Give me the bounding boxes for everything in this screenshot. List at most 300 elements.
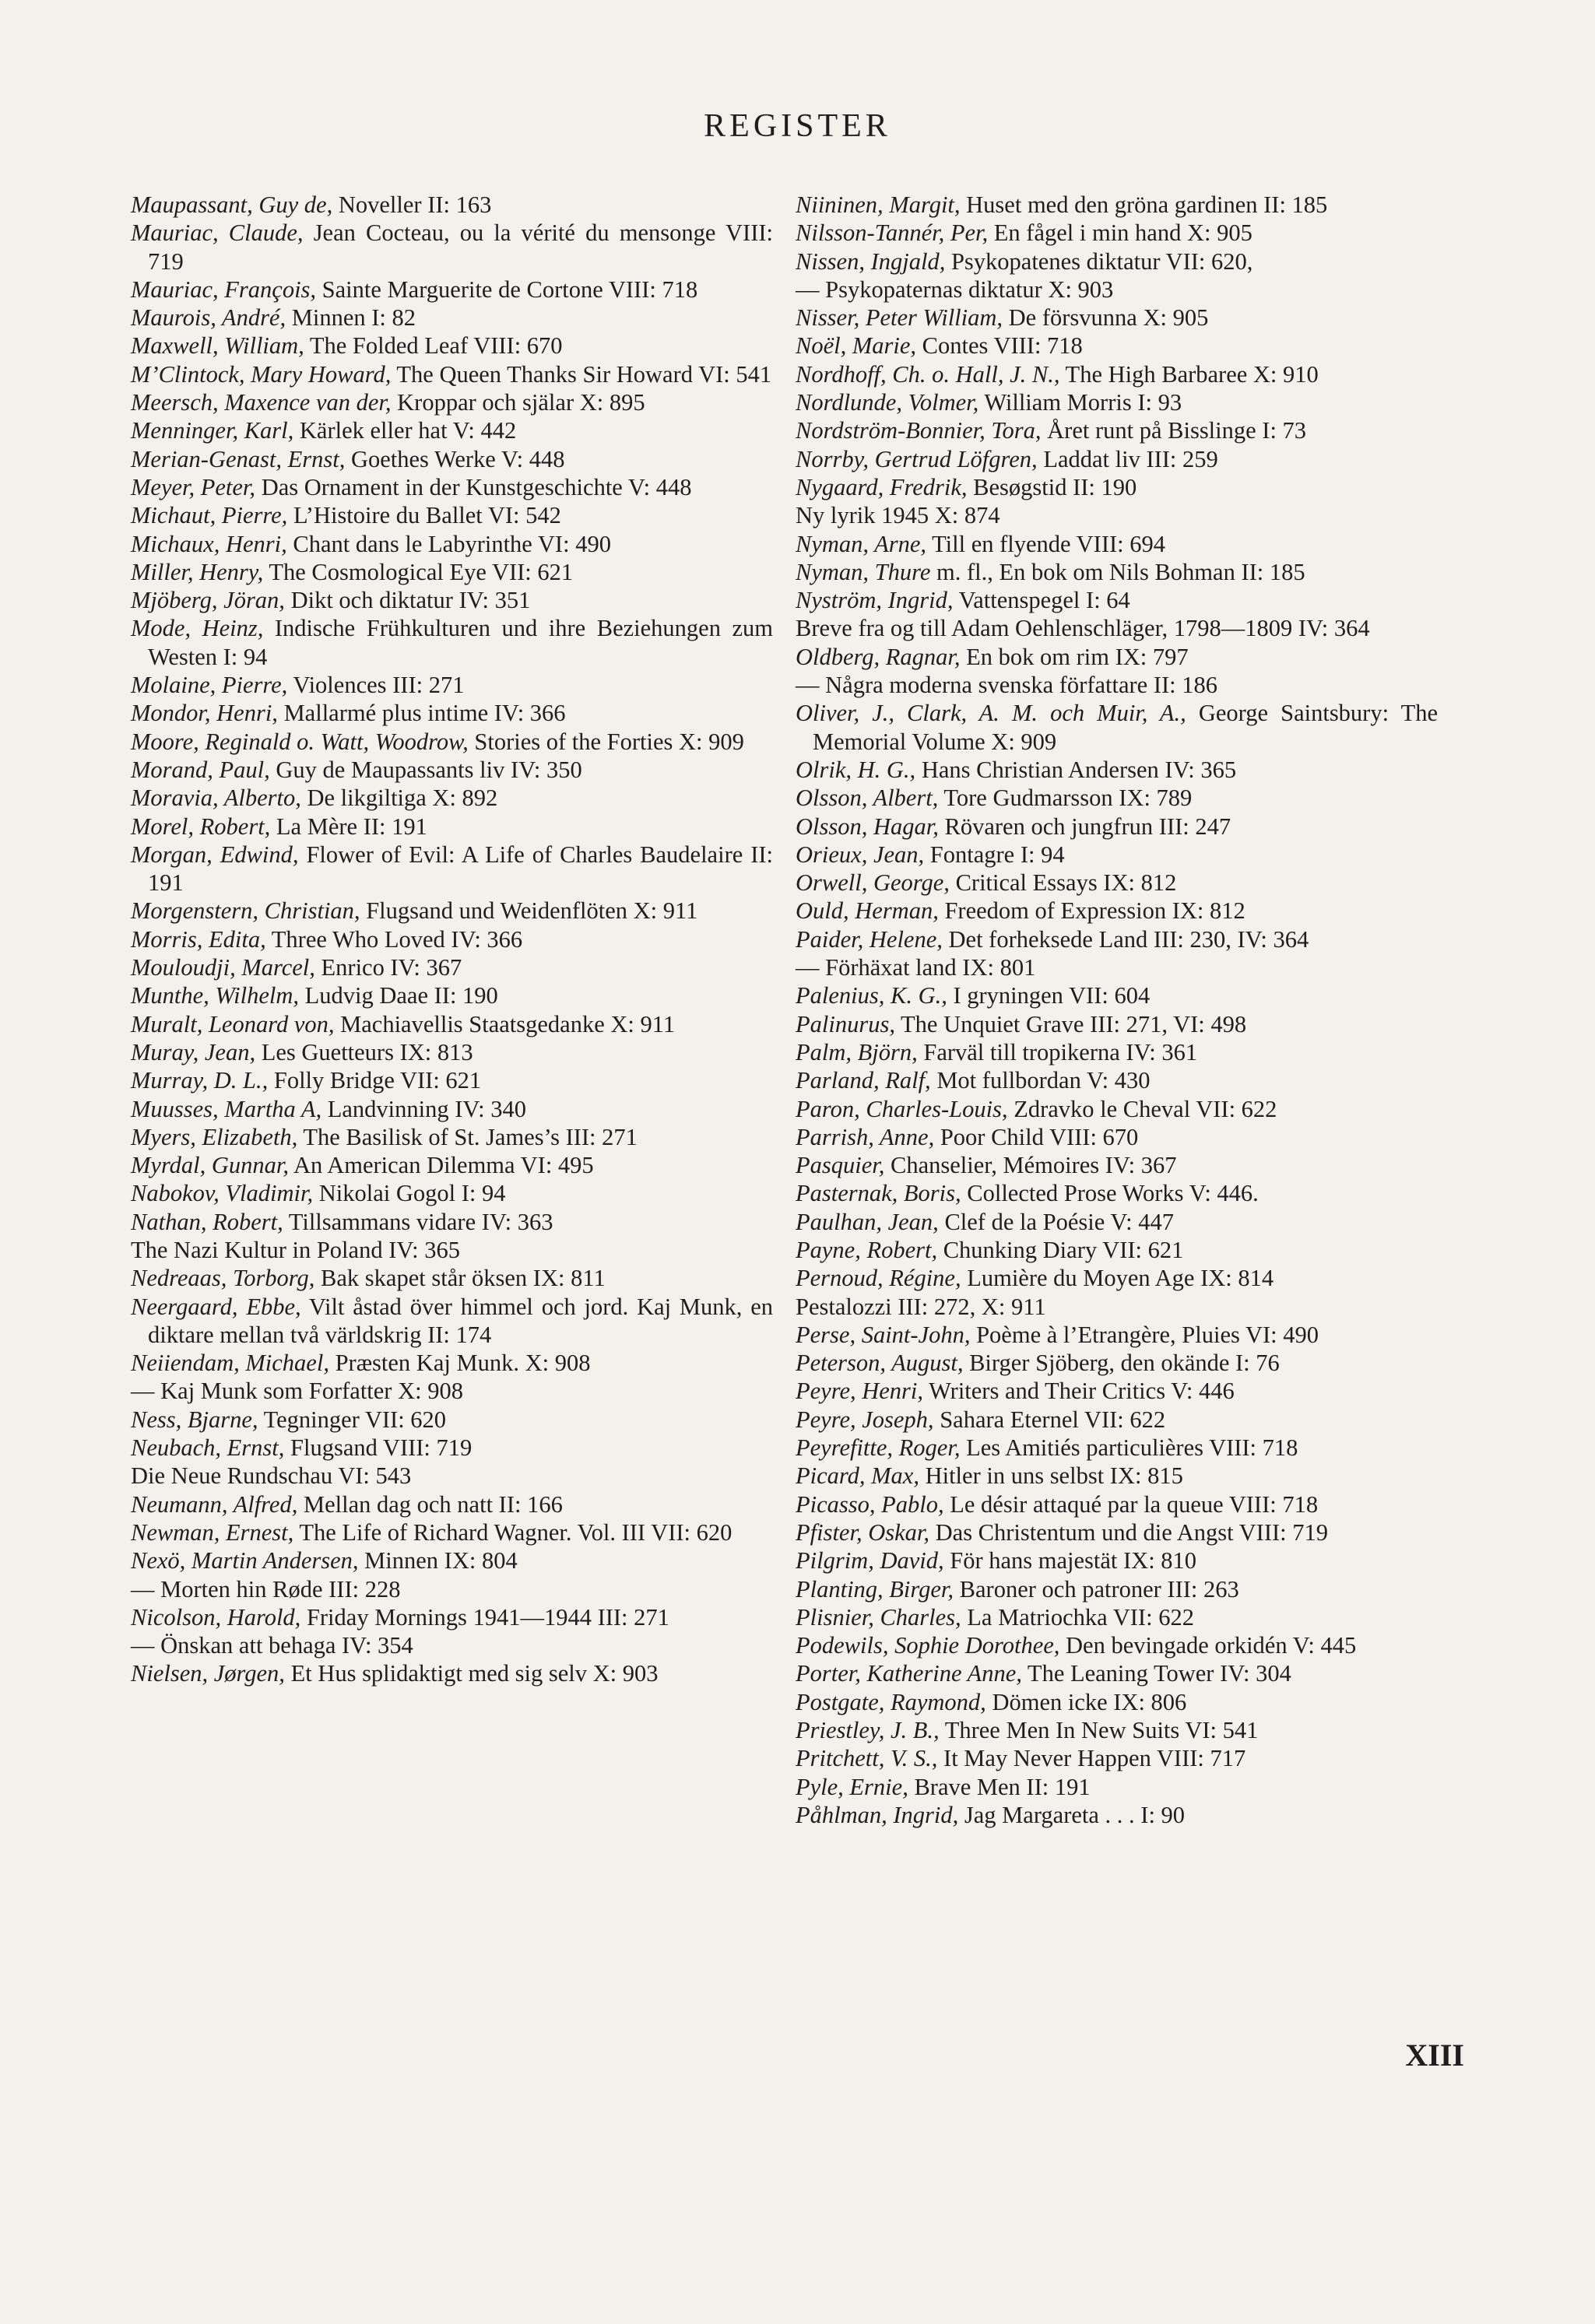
index-entry <box>131 473 773 501</box>
index-entry <box>131 501 773 529</box>
entry-author: Norrby, Gertrud Löfgren, <box>796 445 1038 472</box>
entry-title: Three Men In New Suits VI: 541 <box>939 1717 1259 1744</box>
entry-title: The Basilisk of St. James’s III: 271 <box>297 1123 638 1150</box>
entry-author: Mode, Heinz, <box>131 615 264 642</box>
entry-title: Landvinning IV: 340 <box>321 1095 527 1122</box>
entry-author: Morand, Paul, <box>131 756 270 783</box>
index-entry <box>131 276 773 304</box>
index-entry <box>131 925 773 953</box>
entry-title: Chanselier, Mémoires IV: 367 <box>884 1152 1177 1179</box>
entry-title: Tore Gudmarsson IX: 789 <box>938 785 1193 812</box>
index-entry <box>796 1066 1438 1094</box>
entry-author: Parrish, Anne, <box>796 1123 935 1150</box>
entry-author: Morris, Edita, <box>131 925 266 953</box>
entry-title: Bak skapet står öksen IX: 811 <box>314 1265 606 1292</box>
entry-title: Les Guetteurs IX: 813 <box>255 1038 473 1065</box>
entry-title: Pestalozzi III: 272, X: 911 <box>796 1293 1046 1320</box>
index-entry <box>796 276 1438 304</box>
index-entry <box>131 1546 773 1574</box>
entry-title: Stories of the Forties X: 909 <box>468 728 744 755</box>
entry-author: Pernoud, Régine, <box>796 1265 961 1292</box>
index-entry <box>131 332 773 360</box>
entry-title: Dömen icke IX: 806 <box>985 1688 1187 1715</box>
index-entry <box>796 869 1438 897</box>
index-entry <box>796 1490 1438 1518</box>
entry-title: Brave Men II: 191 <box>908 1773 1091 1800</box>
entry-author: Plisnier, Charles, <box>796 1603 961 1631</box>
entry-author: Muusses, Martha A, <box>131 1095 322 1122</box>
entry-author: Oldberg, Ragnar, <box>796 643 961 670</box>
index-entry <box>796 784 1438 812</box>
entry-author: Palm, Björn, <box>796 1038 918 1065</box>
index-entry <box>131 953 773 981</box>
index-entry <box>796 671 1438 699</box>
entry-author: Olsson, Hagar, <box>796 813 939 840</box>
entry-author: Pfister, Oskar, <box>796 1518 929 1546</box>
entry-title: Till en flyende VIII: 694 <box>926 530 1165 557</box>
entry-title: Dikt och diktatur IV: 351 <box>284 587 531 614</box>
entry-title: Huset med den gröna gardinen II: 185 <box>960 191 1328 218</box>
index-entry <box>796 614 1438 642</box>
entry-title: Ludvig Daae II: 190 <box>299 982 498 1009</box>
index-entry <box>131 416 773 444</box>
entry-title: En fågel i min hand X: 905 <box>988 219 1252 247</box>
entry-author: Nedreaas, Torborg, <box>131 1265 315 1292</box>
entry-title: Jean Cocteau, ou la vérité du mensonge VIII: 719 <box>148 219 773 275</box>
entry-author: Myrdal, Gunnar, <box>131 1152 290 1179</box>
entry-title: Tegninger VII: 620 <box>258 1406 447 1433</box>
entry-title: Chant dans le Labyrinthe VI: 490 <box>286 530 611 557</box>
entry-author: Ould, Herman, <box>796 897 939 925</box>
entry-author: Palinurus, <box>796 1010 895 1037</box>
entry-title: Et Hus splidaktigt med sig selv X: 903 <box>284 1660 659 1687</box>
index-entry <box>796 1293 1438 1321</box>
entry-author: Nordlunde, Volmer, <box>796 389 979 416</box>
entry-author: Nielsen, Jørgen, <box>131 1660 285 1687</box>
entry-author: Moore, Reginald o. Watt, Woodrow, <box>131 728 469 755</box>
entry-author: Maupassant, Guy de, <box>131 191 333 218</box>
index-entry <box>796 1462 1438 1490</box>
entry-author: Molaine, Pierre, <box>131 672 288 699</box>
entry-author: Porter, Katherine Anne, <box>796 1660 1022 1687</box>
entry-title: Violences III: 271 <box>287 672 465 699</box>
entry-title: De likgiltiga X: 892 <box>300 785 498 812</box>
index-entry <box>131 1603 773 1631</box>
entry-title: Fontagre I: 94 <box>924 841 1065 868</box>
index-entry <box>796 1688 1438 1716</box>
right-index-column <box>796 191 1438 1829</box>
index-entry <box>131 1236 773 1264</box>
index-entry <box>796 643 1438 671</box>
entry-author: Nexö, Martin Andersen, <box>131 1547 359 1574</box>
index-entry <box>131 1406 773 1434</box>
entry-author: Picard, Max, <box>796 1462 919 1490</box>
entry-author: Mouloudji, Marcel, <box>131 954 315 981</box>
entry-author: Peyre, Joseph, <box>796 1406 934 1433</box>
index-entry <box>796 1801 1438 1829</box>
entry-author: Paron, Charles-Louis, <box>796 1095 1008 1122</box>
entry-author: Nabokov, Vladimir, <box>131 1180 314 1207</box>
index-entry <box>131 1208 773 1236</box>
entry-author: Meyer, Peter, <box>131 473 256 500</box>
entry-author: Orieux, Jean, <box>796 841 925 868</box>
entry-author: Picasso, Pablo, <box>796 1490 944 1518</box>
index-entry <box>131 586 773 614</box>
index-entry <box>131 1462 773 1490</box>
entry-author: Newman, Ernest, <box>131 1518 294 1546</box>
index-entry <box>796 473 1438 501</box>
index-entry <box>796 1518 1438 1546</box>
index-entry <box>131 558 773 586</box>
index-entry <box>131 191 773 219</box>
entry-title: L’Histoire du Ballet VI: 542 <box>287 502 561 529</box>
entry-title: George Saintsbury: The Memorial Volume X: 909 <box>813 700 1438 755</box>
entry-title: Lumière du Moyen Age IX: 814 <box>961 1265 1274 1292</box>
entry-title: Das Christentum und die Angst VIII: 719 <box>929 1518 1328 1546</box>
entry-title: The Cosmological Eye VII: 621 <box>263 558 574 585</box>
entry-title: An American Dilemma VI: 495 <box>289 1152 594 1179</box>
entry-title: Vilt åstad över himmel och jord. Kaj Munk, en diktare mellan två världskrig II: 174 <box>148 1293 773 1348</box>
entry-title: Flower of Evil: A Life of Charles Baudelaire II: 191 <box>148 841 773 897</box>
index-entry <box>796 1236 1438 1264</box>
entry-author: Mauriac, François, <box>131 276 317 303</box>
entry-author: Nathan, Robert, <box>131 1208 283 1235</box>
entry-title: Enrico IV: 367 <box>314 954 462 981</box>
entry-title: Birger Sjöberg, den okände I: 76 <box>963 1350 1280 1377</box>
entry-title: Noveller II: 163 <box>332 191 492 218</box>
entry-title: The Queen Thanks Sir Howard VI: 541 <box>391 360 772 388</box>
entry-author: Moravia, Alberto, <box>131 785 301 812</box>
entry-title: För hans majestät IX: 810 <box>943 1547 1197 1574</box>
index-entry <box>131 1490 773 1518</box>
index-entry <box>796 925 1438 953</box>
entry-author: Olsson, Albert, <box>796 785 939 812</box>
entry-title: Freedom of Expression IX: 812 <box>938 897 1245 925</box>
entry-author: Pyle, Ernie, <box>796 1773 908 1800</box>
entry-author: Nissen, Ingjald, <box>796 247 946 275</box>
entry-title: — Psykopaternas diktatur X: 903 <box>796 276 1114 303</box>
entry-author: Meersch, Maxence van der, <box>131 389 392 416</box>
entry-author: Perse, Saint-John, <box>796 1321 971 1348</box>
entry-author: Nyman, Thure <box>796 558 931 585</box>
entry-author: Pasternak, Boris, <box>796 1180 961 1207</box>
entry-title: Kärlek eller hat V: 442 <box>293 417 517 444</box>
index-entry <box>131 1010 773 1038</box>
entry-author: Michaux, Henri, <box>131 530 287 557</box>
entry-title: m. fl., En bok om Nils Bohman II: 185 <box>930 558 1305 585</box>
index-entry <box>131 841 773 897</box>
index-entry <box>796 1434 1438 1462</box>
index-entry <box>131 1631 773 1659</box>
index-entry <box>131 360 773 388</box>
entry-author: Muralt, Leonard von, <box>131 1010 335 1037</box>
entry-author: Muray, Jean, <box>131 1038 256 1065</box>
entry-title: Zdravko le Cheval VII: 622 <box>1007 1095 1277 1122</box>
index-entry <box>796 699 1438 756</box>
entry-title: Goethes Werke V: 448 <box>345 445 565 472</box>
index-entry <box>131 1151 773 1179</box>
index-entry <box>131 1659 773 1687</box>
entry-author: Munthe, Wilhelm, <box>131 982 300 1009</box>
index-entry <box>796 1377 1438 1405</box>
index-entry <box>131 1179 773 1207</box>
entry-title: Guy de Maupassants liv IV: 350 <box>269 756 582 783</box>
entry-title: The Leaning Tower IV: 304 <box>1021 1660 1291 1687</box>
index-entry <box>796 1349 1438 1377</box>
entry-title: The High Barbaree X: 910 <box>1059 360 1319 388</box>
entry-title: En bok om rim IX: 797 <box>960 643 1189 670</box>
index-entry <box>796 1095 1438 1123</box>
entry-title: Collected Prose Works V: 446. <box>961 1180 1259 1207</box>
entry-author: Peterson, August, <box>796 1350 964 1377</box>
entry-author: Priestley, J. B., <box>796 1717 940 1744</box>
entry-title: La Mère II: 191 <box>270 813 427 840</box>
index-entry <box>796 1603 1438 1631</box>
index-entry <box>796 1546 1438 1574</box>
index-entry <box>796 1716 1438 1744</box>
entry-author: Nisser, Peter William, <box>796 304 1003 332</box>
index-entry <box>131 1293 773 1350</box>
entry-author: Nyman, Arne, <box>796 530 927 557</box>
entry-author: Mjöberg, Jöran, <box>131 587 285 614</box>
entry-author: Neiiendam, Michael, <box>131 1350 329 1377</box>
entry-author: Peyrefitte, Roger, <box>796 1434 961 1462</box>
index-entry <box>131 219 773 276</box>
entry-title: Rövaren och jungfrun III: 247 <box>938 813 1231 840</box>
entry-title: The Folded Leaf VIII: 670 <box>304 332 563 360</box>
index-entry <box>796 501 1438 529</box>
entry-author: Mondor, Henri, <box>131 700 278 727</box>
entry-title: Sahara Eternel VII: 622 <box>933 1406 1166 1433</box>
entry-title: Breve fra og till Adam Oehlenschläger, 1798—1809 IV: 364 <box>796 615 1370 642</box>
index-entry <box>131 1066 773 1094</box>
entry-title: Writers and Their Critics V: 446 <box>923 1378 1235 1405</box>
entry-title: Kroppar och själar X: 895 <box>391 389 645 416</box>
entry-author: Morel, Robert, <box>131 813 271 840</box>
entry-author: Paulhan, Jean, <box>796 1208 939 1235</box>
entry-title: Vattenspegel I: 64 <box>953 587 1130 614</box>
index-entry <box>796 1038 1438 1066</box>
index-entry <box>131 304 773 332</box>
index-entry <box>796 1208 1438 1236</box>
entry-title: Hitler in uns selbst IX: 815 <box>919 1462 1183 1490</box>
index-entry <box>131 981 773 1009</box>
index-entry <box>131 1377 773 1405</box>
index-entry <box>131 614 773 671</box>
entry-title: Poor Child VIII: 670 <box>934 1123 1139 1150</box>
entry-title: — Förhäxat land IX: 801 <box>796 954 1036 981</box>
index-entry <box>796 360 1438 388</box>
entry-title: Flugsand und Weidenflöten X: 911 <box>360 897 698 925</box>
entry-author: Olrik, H. G., <box>796 756 916 783</box>
index-entry <box>796 1123 1438 1151</box>
index-entry <box>796 841 1438 869</box>
entry-title: The Unquiet Grave III: 271, VI: 498 <box>894 1010 1247 1037</box>
index-entry <box>796 756 1438 784</box>
entry-author: Nygaard, Fredrik, <box>796 473 968 500</box>
entry-title: Præsten Kaj Munk. X: 908 <box>328 1350 591 1377</box>
entry-title: Farväl till tropikerna IV: 361 <box>917 1038 1198 1065</box>
index-entry <box>796 332 1438 360</box>
entry-author: Morgenstern, Christian, <box>131 897 360 925</box>
entry-title: Hans Christian Andersen IV: 365 <box>915 756 1237 783</box>
entry-author: Murray, D. L., <box>131 1067 269 1094</box>
entry-title: Laddat liv III: 259 <box>1037 445 1218 472</box>
entry-title: William Morris I: 93 <box>978 389 1182 416</box>
entry-author: M’Clintock, Mary Howard, <box>131 360 392 388</box>
index-entry <box>796 304 1438 332</box>
entry-author: Morgan, Edwind, <box>131 841 299 868</box>
index-entry <box>131 1349 773 1377</box>
entry-author: Parland, Ralf, <box>796 1067 931 1094</box>
entry-title: Das Ornament in der Kunstgeschichte V: 448 <box>255 473 692 500</box>
entry-title: It May Never Happen VIII: 717 <box>937 1745 1246 1772</box>
entry-author: Myers, Elizabeth, <box>131 1123 298 1150</box>
entry-title: Sainte Marguerite de Cortone VIII: 718 <box>316 276 698 303</box>
entry-title: La Matriochka VII: 622 <box>961 1603 1194 1631</box>
entry-title: Mallarmé plus intime IV: 366 <box>277 700 566 727</box>
entry-author: Pasquier, <box>796 1152 885 1179</box>
index-entry <box>131 1575 773 1603</box>
index-entry <box>796 953 1438 981</box>
entry-title: — Några moderna svenska författare II: 186 <box>796 672 1218 699</box>
index-entry <box>796 445 1438 473</box>
entry-author: Menninger, Karl, <box>131 417 294 444</box>
entry-author: Payne, Robert, <box>796 1236 938 1263</box>
entry-title: Machiavellis Staatsgedanke X: 911 <box>334 1010 676 1037</box>
index-entry <box>131 756 773 784</box>
entry-title: Ny lyrik 1945 X: 874 <box>796 502 1000 529</box>
entry-author: Noël, Marie, <box>796 332 917 360</box>
index-entry <box>796 1575 1438 1603</box>
entry-author: Palenius, K. G., <box>796 982 947 1009</box>
entry-author: Michaut, Pierre, <box>131 502 288 529</box>
index-entry <box>796 1773 1438 1801</box>
index-entry <box>796 897 1438 925</box>
index-entry <box>796 1264 1438 1292</box>
index-entry <box>131 728 773 756</box>
entry-title: The Life of Richard Wagner. Vol. III VII: 620 <box>293 1518 733 1546</box>
index-entry <box>796 813 1438 841</box>
entry-title: Nikolai Gogol I: 94 <box>313 1180 506 1207</box>
entry-author: Pritchett, V. S., <box>796 1745 938 1772</box>
entry-author: Oliver, J., Clark, A. M. och Muir, A., <box>796 700 1186 727</box>
entry-title: Den bevingade orkidén V: 445 <box>1059 1632 1357 1659</box>
entry-title: Chunking Diary VII: 621 <box>937 1236 1184 1263</box>
entry-author: Maurois, André, <box>131 304 286 332</box>
index-entry <box>131 897 773 925</box>
index-entry <box>131 1123 773 1151</box>
index-entry <box>796 247 1438 276</box>
entry-title: Minnen I: 82 <box>286 304 416 332</box>
entry-author: Podewils, Sophie Dorothee, <box>796 1632 1060 1659</box>
entry-author: Mauriac, Claude, <box>131 219 304 247</box>
index-entry <box>796 530 1438 558</box>
index-entry <box>796 1321 1438 1349</box>
index-entry <box>131 388 773 416</box>
entry-title: Les Amitiés particulières VIII: 718 <box>960 1434 1298 1462</box>
entry-title: Friday Mornings 1941—1944 III: 271 <box>300 1603 669 1631</box>
entry-title: Jag Margareta . . . I: 90 <box>958 1801 1186 1828</box>
index-entry <box>796 1744 1438 1772</box>
entry-author: Nyström, Ingrid, <box>796 587 954 614</box>
index-entry <box>796 388 1438 416</box>
entry-author: Peyre, Henri, <box>796 1378 924 1405</box>
entry-title: Poème à l’Etrangère, Pluies VI: 490 <box>970 1321 1319 1348</box>
index-entry <box>796 558 1438 586</box>
index-entry <box>796 1010 1438 1038</box>
entry-title: The Nazi Kultur in Poland IV: 365 <box>131 1236 460 1263</box>
index-entry <box>131 1095 773 1123</box>
entry-author: Neubach, Ernst, <box>131 1434 285 1462</box>
entry-author: Paider, Helene, <box>796 925 943 953</box>
entry-author: Ness, Bjarne, <box>131 1406 258 1433</box>
entry-title: — Kaj Munk som Forfatter X: 908 <box>131 1378 463 1405</box>
entry-author: Pilgrim, David, <box>796 1547 944 1574</box>
entry-author: Maxwell, William, <box>131 332 304 360</box>
entry-author: Nordström-Bonnier, Tora, <box>796 417 1042 444</box>
entry-author: Postgate, Raymond, <box>796 1688 986 1715</box>
index-entry <box>131 699 773 727</box>
entry-title: Tillsammans vidare IV: 363 <box>283 1208 553 1235</box>
entry-title: Folly Bridge VII: 621 <box>268 1067 482 1094</box>
entry-title: Contes VIII: 718 <box>916 332 1083 360</box>
entry-author: Neergaard, Ebbe, <box>131 1293 301 1320</box>
entry-author: Merian-Genast, Ernst, <box>131 445 346 472</box>
index-entry <box>131 1434 773 1462</box>
index-entry <box>796 1179 1438 1207</box>
index-entry <box>131 530 773 558</box>
entry-title: — Morten hin Røde III: 228 <box>131 1575 401 1603</box>
index-entry <box>131 445 773 473</box>
entry-title: Le désir attaqué par la queue VIII: 718 <box>943 1490 1319 1518</box>
entry-title: Indische Frühkulturen und ihre Beziehungen zum Westen I: 94 <box>148 615 773 670</box>
entry-title: Three Who Loved IV: 366 <box>265 925 523 953</box>
index-entry <box>796 191 1438 219</box>
index-entry <box>796 1151 1438 1179</box>
entry-title: Mot fullbordan V: 430 <box>930 1067 1151 1094</box>
index-entry <box>796 1659 1438 1687</box>
entry-title: Baroner och patroner III: 263 <box>954 1575 1239 1603</box>
index-entry <box>131 1038 773 1066</box>
entry-title: De försvunna X: 905 <box>1003 304 1209 332</box>
entry-title: Det forheksede Land III: 230, IV: 364 <box>942 925 1309 953</box>
entry-title: Critical Essays IX: 812 <box>949 869 1177 897</box>
entry-author: Nordhoff, Ch. o. Hall, J. N., <box>796 360 1060 388</box>
entry-title: Die Neue Rundschau VI: 543 <box>131 1462 412 1490</box>
index-entry <box>131 784 773 812</box>
index-entry <box>131 813 773 841</box>
index-entry <box>796 1631 1438 1659</box>
entry-author: Nicolson, Harold, <box>131 1603 301 1631</box>
entry-author: Påhlman, Ingrid, <box>796 1801 959 1828</box>
index-entry <box>796 416 1438 444</box>
entry-author: Miller, Henry, <box>131 558 264 585</box>
index-entry <box>796 586 1438 614</box>
index-entry <box>131 671 773 699</box>
index-entry <box>131 1518 773 1546</box>
entry-author: Nilsson-Tannér, Per, <box>796 219 989 247</box>
page-number: XIII <box>1405 2038 1464 2073</box>
entry-author: Niininen, Margit, <box>796 191 961 218</box>
index-entry <box>796 981 1438 1009</box>
entry-author: Orwell, George, <box>796 869 950 897</box>
entry-title: Flugsand VIII: 719 <box>284 1434 473 1462</box>
index-entry <box>796 1406 1438 1434</box>
index-entry <box>796 219 1438 247</box>
entry-title: Året runt på Bisslinge I: 73 <box>1041 417 1307 444</box>
entry-title: Minnen IX: 804 <box>358 1547 518 1574</box>
